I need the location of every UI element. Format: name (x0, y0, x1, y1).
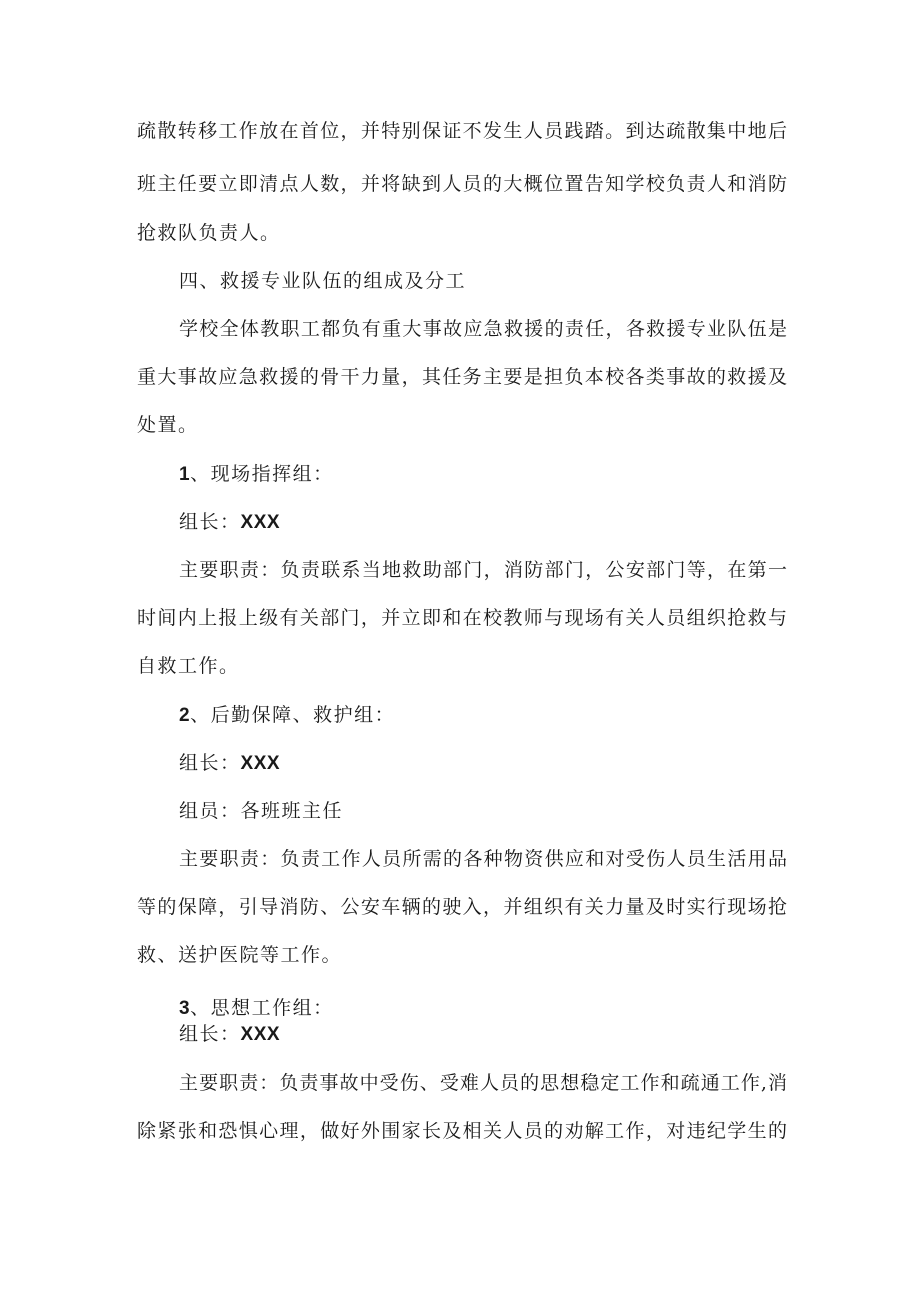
leader-label: 组长： (179, 752, 241, 774)
duty-line: 主要职责：负责工作人员所需的各种物资供应和对受伤人员生活用品 (179, 848, 787, 870)
group-heading (179, 995, 334, 1022)
leader-value: XXX (240, 1024, 281, 1045)
duty-line: 主要职责：负责事故中受伤、受难人员的思想稳定工作和疏通工作,消 (179, 1072, 787, 1094)
group-title: 、思想工作组： (190, 997, 334, 1019)
group-members: 组员：各班班主任 (179, 800, 344, 822)
paragraph-line: 疏散转移工作放在首位，并特别保证不发生人员践踏。到达疏散集中地后 (137, 120, 787, 142)
duty-line: 救、送护医院等工作。 (137, 944, 343, 966)
group-leader (179, 1021, 280, 1048)
duty-line: 时间内上报上级有关部门，并立即和在校教师与现场有关人员组织抢救与 (137, 607, 787, 629)
leader-label: 组长： (179, 511, 241, 533)
group-heading (179, 702, 395, 729)
leader-value: XXX (240, 512, 281, 533)
paragraph-line: 处置。 (137, 414, 199, 436)
group-number: 1 (179, 464, 191, 485)
duty-line: 等的保障，引导消防、公安车辆的驶入，并组织有关力量及时实行现场抢 (137, 896, 787, 918)
section-heading: 四、救援专业队伍的组成及分工 (179, 270, 467, 292)
group-number: 3 (179, 998, 191, 1019)
group-number: 2 (179, 705, 191, 726)
paragraph-line: 重大事故应急救援的骨干力量，其任务主要是担负本校各类事故的救援及 (137, 366, 787, 388)
group-leader (179, 750, 280, 777)
group-title: 、后勤保障、救护组： (190, 704, 396, 726)
duty-line: 除紧张和恐惧心理，做好外围家长及相关人员的劝解工作，对违纪学生的 (137, 1120, 787, 1142)
duty-line: 主要职责：负责联系当地救助部门，消防部门，公安部门等，在第一 (179, 559, 787, 581)
group-title: 、现场指挥组： (190, 463, 334, 485)
leader-value: XXX (240, 753, 281, 774)
group-leader (179, 509, 280, 536)
paragraph-line: 班主任要立即清点人数，并将缺到人员的大概位置告知学校负责人和消防 (137, 173, 787, 195)
paragraph-line: 学校全体教职工都负有重大事故应急救援的责任，各救援专业队伍是 (179, 318, 787, 340)
leader-label: 组长： (179, 1023, 241, 1045)
group-heading (179, 461, 334, 488)
paragraph-line: 抢救队负责人。 (137, 222, 281, 244)
duty-line: 自救工作。 (137, 655, 240, 677)
